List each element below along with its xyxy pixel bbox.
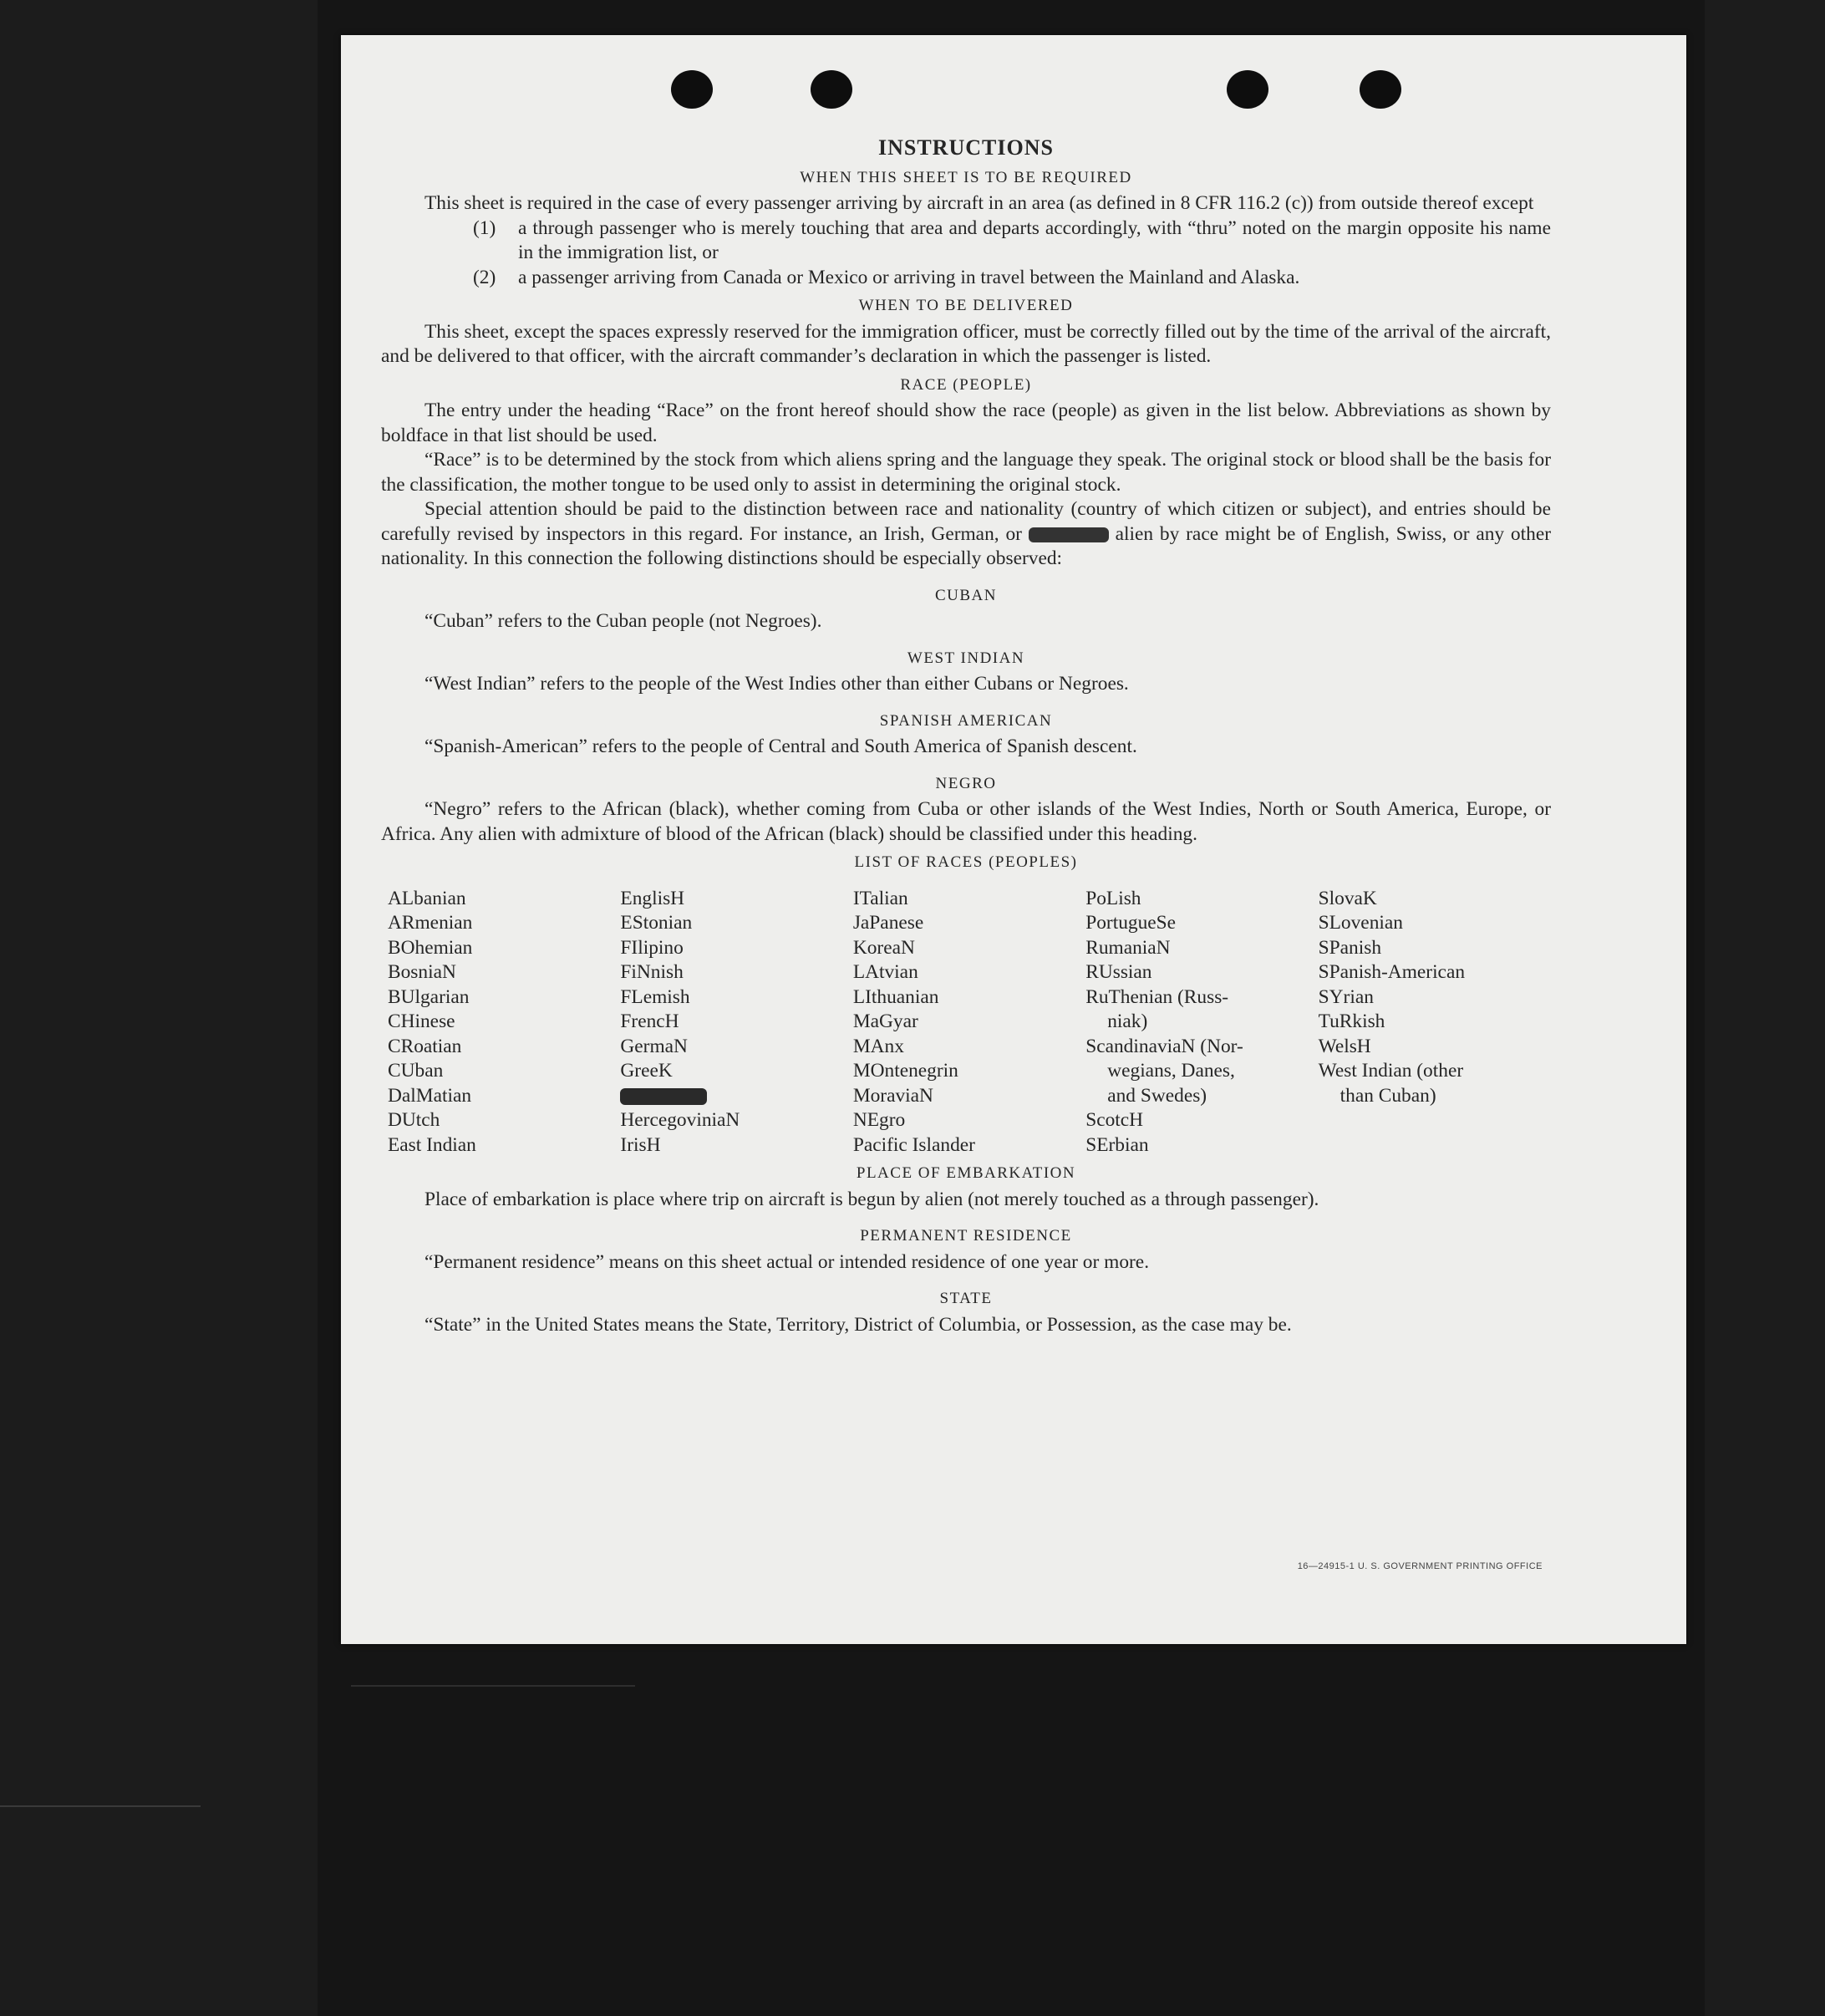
- race-entry: DalMatian: [388, 1084, 472, 1107]
- section-heading-state: STATE: [939, 1290, 993, 1307]
- race-entry: EStonian: [620, 912, 693, 934]
- race-entry: TuRkish: [1318, 1011, 1385, 1032]
- race-entry: CUban: [388, 1060, 444, 1082]
- race-entry: PortugueSe: [1085, 912, 1177, 934]
- race-entry: ScandinaviaN (Nor-: [1085, 1035, 1243, 1057]
- cuban-text: “Cuban” refers to the Cuban people (not Negroes).: [424, 610, 822, 632]
- scan-band-left: [0, 0, 318, 2016]
- race-entry: RUssian: [1085, 961, 1152, 983]
- race-entry: ALbanian: [388, 887, 466, 909]
- redaction-mark: [620, 1088, 707, 1105]
- race-entry-continuation: than Cuban): [1340, 1084, 1436, 1107]
- section-heading-races-list: LIST OF RACES (PEOPLES): [854, 853, 1078, 871]
- list-item: [473, 266, 1551, 291]
- race-entry-continuation: niak): [1107, 1011, 1148, 1032]
- race-entry: MoraviaN: [852, 1084, 933, 1107]
- section-heading-required: WHEN THIS SHEET IS TO BE REQUIRED: [800, 168, 1132, 186]
- section-heading-embarkation: PLACE OF EMBARKATION: [856, 1164, 1076, 1182]
- race-paragraph-2: “Race” is to be determined by the stock from which aliens spring and the language they speak. The original stock or blood shall be the basis for the classification, the mother tongue to be used only to assist in determining the original stock.: [381, 449, 1551, 496]
- residence-text: “Permanent residence” means on this sheet actual or intended residence of one year or more.: [424, 1250, 1150, 1273]
- race-paragraph-3-part-a: Special attention should be paid to the distinction between race and nationality (country of which citizen or subject), and entries should be carefully revised by inspectors in this regard. For instance, an Irish, German, or: [381, 498, 1551, 545]
- race-entry: CHinese: [388, 1011, 455, 1032]
- race-entry-redacted: [620, 1084, 852, 1109]
- page-title: INSTRUCTIONS: [878, 135, 1054, 160]
- west-indian-text: “West Indian” refers to the people of the West Indies other than either Cubans or Negroes.: [424, 673, 1129, 695]
- race-entry: FLemish: [620, 985, 690, 1008]
- race-entry: ScotcH: [1085, 1109, 1144, 1131]
- item-number: (2): [473, 266, 496, 288]
- race-entry: NEgro: [852, 1109, 906, 1131]
- races-column-4: [1085, 887, 1318, 1158]
- scan-streak: [351, 1685, 635, 1687]
- race-entry: ITalian: [852, 887, 908, 909]
- section-heading-cuban: CUBAN: [934, 586, 997, 604]
- section-heading-west-indian: WEST INDIAN: [907, 649, 1025, 667]
- race-entry: MOntenegrin: [852, 1060, 958, 1082]
- punch-hole: [1360, 70, 1401, 109]
- document-body: [381, 135, 1551, 1337]
- race-entry: SYrian: [1318, 985, 1374, 1008]
- races-column-2: [620, 887, 852, 1158]
- race-entry: SErbian: [1085, 1133, 1149, 1156]
- race-entry: LAtvian: [852, 961, 918, 983]
- negro-text: “Negro” refers to the African (black), whether coming from Cuba or other islands of the West Indies, North or South America, Europe, or Africa. Any alien with admixture of blood of the African (black) should be classified under this heading.: [381, 798, 1551, 845]
- race-entry: SPanish-American: [1318, 961, 1466, 983]
- race-entry: WelsH: [1318, 1035, 1371, 1057]
- document-page: [341, 35, 1686, 1644]
- scan-band-right: [1705, 0, 1825, 2016]
- race-entry: DUtch: [388, 1109, 440, 1131]
- race-entry: HercegoviniaN: [620, 1109, 740, 1131]
- race-entry: FIlipino: [620, 936, 684, 959]
- race-entry: FrencH: [620, 1011, 679, 1032]
- races-column-1: [388, 887, 620, 1158]
- race-entry: GreeK: [620, 1060, 673, 1082]
- section-heading-delivered: WHEN TO BE DELIVERED: [858, 297, 1074, 314]
- list-item: [473, 216, 1551, 266]
- race-entry: BOhemian: [388, 936, 473, 959]
- race-entry: IrisH: [620, 1133, 661, 1156]
- race-entry: RumaniaN: [1085, 936, 1171, 959]
- punch-hole: [811, 70, 852, 109]
- item-text: a passenger arriving from Canada or Mexico or arriving in travel between the Mainland and Alaska.: [518, 266, 1300, 288]
- race-entry: KoreaN: [852, 936, 915, 959]
- race-entry: East Indian: [388, 1133, 476, 1156]
- race-entry: GermaN: [620, 1035, 688, 1057]
- race-entry: RuThenian (Russ-: [1085, 985, 1229, 1008]
- punch-hole: [671, 70, 713, 109]
- race-entry: Pacific Islander: [852, 1133, 975, 1156]
- race-entry-continuation: and Swedes): [1107, 1084, 1207, 1107]
- race-entry: BUlgarian: [388, 985, 470, 1008]
- races-column-3: [853, 887, 1085, 1158]
- race-entry: West Indian (other: [1318, 1060, 1464, 1082]
- race-entry: LIthuanian: [852, 985, 939, 1008]
- race-entry: JaPanese: [852, 912, 924, 934]
- race-entry: ARmenian: [388, 912, 473, 934]
- delivered-text: This sheet, except the spaces expressly reserved for the immigration officer, must be correctly filled out by the time of the arrival of the aircraft, and be delivered to that officer, with the aircraft commander’s declaration in which the passenger is listed.: [381, 320, 1551, 367]
- race-paragraph-3-part-b: alien by race might be of English, Swiss, or any other nationality. In this connection the following distinctions should be especially observed:: [381, 522, 1551, 569]
- race-entry: SPanish: [1318, 936, 1382, 959]
- race-entry: FiNnish: [620, 961, 684, 983]
- race-entry: EnglisH: [620, 887, 685, 909]
- race-entry: BosniaN: [388, 961, 456, 983]
- spanish-american-text: “Spanish-American” refers to the people of Central and South America of Spanish descent.: [424, 736, 1137, 757]
- race-entry: MAnx: [852, 1035, 904, 1057]
- section-heading-spanish-american: SPANISH AMERICAN: [879, 711, 1053, 730]
- race-paragraph-1: The entry under the heading “Race” on the front hereof should show the race (people) as given in the list below. Abbreviations as shown by boldface in that list should be used.: [381, 400, 1551, 446]
- printing-office-code: 16—24915-1 U. S. GOVERNMENT PRINTING OFFICE: [1297, 1561, 1543, 1571]
- race-entry: PoLish: [1085, 887, 1141, 909]
- race-entry: SLovenian: [1318, 912, 1403, 934]
- race-paragraph-3: [381, 497, 1551, 572]
- race-entry: CRoatian: [388, 1035, 462, 1057]
- section-heading-residence: PERMANENT RESIDENCE: [860, 1227, 1072, 1245]
- punch-hole: [1227, 70, 1268, 109]
- race-entry: MaGyar: [852, 1011, 918, 1032]
- section-heading-negro: NEGRO: [935, 774, 997, 792]
- scan-streak: [0, 1805, 201, 1807]
- item-number: (1): [473, 216, 496, 239]
- section-heading-race: RACE (PEOPLE): [900, 375, 1032, 394]
- required-intro: This sheet is required in the case of every passenger arriving by aircraft in an area (as defined in 8 CFR 116.2 (c)) from outside thereof except: [424, 192, 1534, 214]
- races-list: [388, 887, 1551, 1158]
- embarkation-text: Place of embarkation is place where trip on aircraft is begun by alien (not merely touched as a through passenger).: [424, 1188, 1319, 1210]
- race-entry: SlovaK: [1318, 887, 1377, 909]
- race-entry-continuation: wegians, Danes,: [1107, 1060, 1235, 1082]
- redaction-mark: [1029, 527, 1109, 542]
- state-text: “State” in the United States means the State, Territory, District of Columbia, or Possession, as the case may be.: [424, 1313, 1292, 1336]
- races-column-5: [1319, 887, 1551, 1158]
- item-text: a through passenger who is merely touching that area and departs accordingly, with “thru” noted on the margin opposite his name in the immigration list, or: [518, 216, 1551, 263]
